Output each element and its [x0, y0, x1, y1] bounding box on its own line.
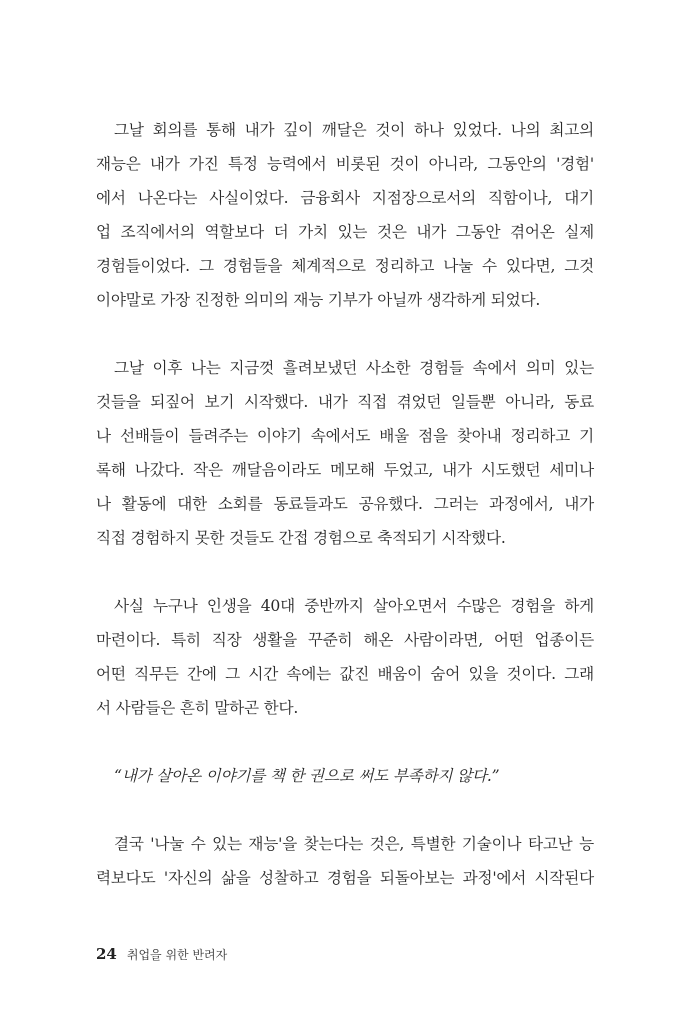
text-line: 이야말로 가장 진정한 의미의 재능 기부가 아닐까 생각하게 되었다.	[96, 291, 541, 309]
text-line: 서 사람들은 흔히 말하곤 한다.	[96, 699, 299, 717]
text-line: 직접 경험하지 못한 것들도 간접 경험으로 축적되기 시작했다.	[96, 529, 506, 547]
quote-line: “내가 살아온 이야기를 책 한 권으로 써도 부족하지 않다.”	[114, 767, 500, 785]
body-text	[96, 113, 594, 929]
text-line: 력보다도 '자신의 삶을 성찰하고 경험을 되돌아보는 과정'에서 시작된다	[96, 869, 594, 887]
paragraph-3	[96, 589, 594, 725]
quote-paragraph	[96, 759, 594, 793]
running-title: 취업을 위한 반려자	[126, 948, 228, 962]
text-line: 나 활동에 대한 소회를 동료들과도 공유했다. 그러는 과정에서, 내가	[96, 495, 594, 513]
text-line: 업 조직에서의 역할보다 더 가치 있는 것은 내가 그동안 겪어온 실제	[96, 223, 594, 241]
text-line: 재능은 내가 가진 특정 능력에서 비롯된 것이 아니라, 그동안의 '경험'	[96, 155, 594, 173]
paragraph-5	[96, 827, 594, 895]
page-footer	[96, 945, 227, 967]
text-line: 어떤 직무든 간에 그 시간 속에는 값진 배움이 숨어 있을 것이다. 그래	[96, 665, 594, 683]
text-line: 에서 나온다는 사실이었다. 금융회사 지점장으로서의 직함이나, 대기	[96, 189, 594, 207]
text-line: 것들을 되짚어 보기 시작했다. 내가 직접 겪었던 일들뿐 아니라, 동료	[96, 393, 594, 411]
text-line: 결국 '나눌 수 있는 재능'을 찾는다는 것은, 특별한 기술이나 타고난 능	[114, 835, 594, 853]
text-line: 그날 이후 나는 지금껏 흘려보냈던 사소한 경험들 속에서 의미 있는	[114, 359, 594, 377]
text-line: 마련이다. 특히 직장 생활을 꾸준히 해온 사람이라면, 어떤 업종이든	[96, 631, 594, 649]
text-line: 경험들이었다. 그 경험들을 체계적으로 정리하고 나눌 수 있다면, 그것	[96, 257, 594, 275]
page-number: 24	[96, 945, 117, 963]
text-line: 록해 나갔다. 작은 깨달음이라도 메모해 두었고, 내가 시도했던 세미나	[96, 461, 594, 479]
text-line: 사실 누구나 인생을 40대 중반까지 살아오면서 수많은 경험을 하게	[114, 597, 594, 615]
text-line: 그날 회의를 통해 내가 깊이 깨달은 것이 하나 있었다. 나의 최고의	[114, 121, 594, 139]
paragraph-1	[96, 113, 594, 317]
text-line: 나 선배들이 들려주는 이야기 속에서도 배울 점을 찾아내 정리하고 기	[96, 427, 594, 445]
paragraph-2	[96, 351, 594, 555]
